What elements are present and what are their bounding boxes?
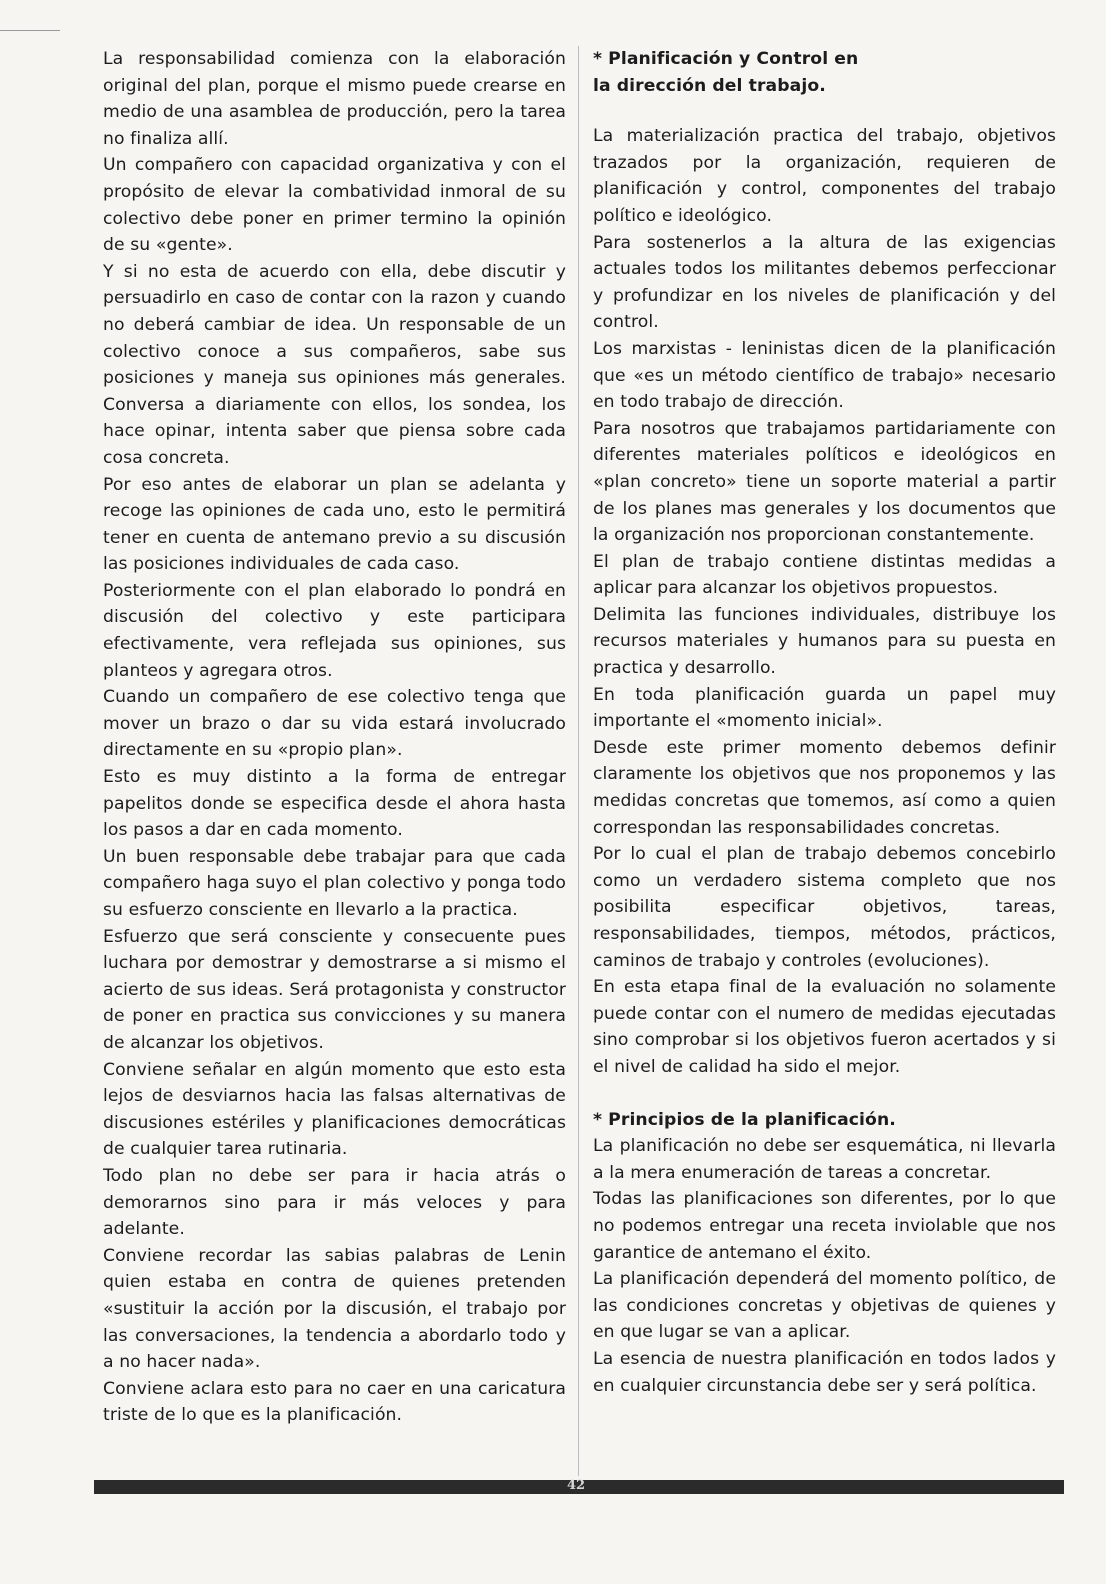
paragraph: Esto es muy distinto a la forma de entregar papelitos donde se especifica desde el ahora hasta los pasos a dar en cada momento.: [103, 767, 566, 841]
scan-corner-mark: [0, 30, 60, 31]
paragraph: Por lo cual el plan de trabajo debemos concebirlo como un verdadero sistema completo que nos posibilita especificar objetivos, tareas, responsabilidades, tiempos, métodos, prácticos, caminos de trabajo y controles (evoluciones).: [593, 844, 1056, 971]
paragraph: Conviene aclara esto para no caer en una caricatura triste de lo que es la planificación.: [103, 1378, 566, 1426]
paragraph: La responsabilidad comienza con la elaboración original del plan, porque el mismo puede crearse en medio de una asamblea de producción, pero la tarea no finaliza allí.: [103, 49, 566, 149]
paragraph: En esta etapa final de la evaluación no solamente puede contar con el numero de medidas ejecutadas sino comprobar si los objetivos fueron acertados y si el nivel de calidad ha sido el mejor.: [593, 977, 1056, 1077]
paragraph: Desde este primer momento debemos definir claramente los objetivos que nos proponemos y las medidas concretas que tomemos, así como a quien correspondan las responsabilidades concretas.: [593, 737, 1056, 838]
paragraph: Conviene señalar en algún momento que esto esta lejos de desviarnos hacia las falsas alternativas de discusiones estériles y planificaciones democráticas de cualquier tarea rutinaria.: [103, 1059, 566, 1160]
paragraph: Todo plan no debe ser para ir hacia atrás o demorarnos sino para ir más veloces y para adelante.: [103, 1165, 566, 1240]
paragraph: Para sostenerlos a la altura de las exigencias actuales todos los militantes debemos perfeccionar y profundizar en los niveles de planificación y del control.: [593, 232, 1056, 333]
paragraph: Y si no esta de acuerdo con ella, debe discutir y persuadirlo en caso de contar con la razon y cuando no deberá cambiar de idea. Un responsable de un colectivo conoce a sus compañeros, sabe sus posiciones y maneja sus opiniones más generales. Conversa a diariamente con ellos, los sondea, los hace opinar, intenta saber que piensa sobre cada cosa concreta.: [103, 261, 566, 468]
heading-line: la dirección del trabajo.: [593, 75, 826, 96]
paragraph: Por eso antes de elaborar un plan se adelanta y recoge las opiniones de cada uno, esto le permitirá tener en cuenta de antemano previo a su discusión las posiciones individuales de cada caso.: [103, 474, 566, 575]
paragraph: Para nosotros que trabajamos partidariamente con diferentes materiales políticos e ideológicos en «plan concreto» tiene un soporte material a partir de los planes mas generales y los documentos que la organización nos proporcionan constantemente.: [593, 418, 1056, 546]
paragraph: La planificación no debe ser esquemática, ni llevarla a la mera enumeración de tareas a concretar.: [593, 1136, 1056, 1183]
paragraph: En toda planificación guarda un papel muy importante el «momento inicial».: [593, 684, 1056, 732]
paragraph: Posteriormente con el plan elaborado lo pondrá en discusión del colectivo y este participara efectivamente, vera reflejada sus opiniones, sus planteos y agregara otros.: [103, 580, 566, 681]
paragraph: La esencia de nuestra planificación en todos lados y en cualquier circunstancia debe ser y será política.: [593, 1348, 1056, 1396]
paragraph: La planificación dependerá del momento político, de las condiciones concretas y objetivas de quienes y en que lugar se van a aplicar.: [593, 1269, 1056, 1343]
paragraph: Los marxistas - leninistas dicen de la planificación que «es un método científico de trabajo» necesario en todo trabajo de dirección.: [593, 338, 1056, 413]
page-number: 42: [566, 1478, 586, 1493]
spacer: [593, 99, 1056, 123]
column-divider: [578, 46, 579, 1476]
paragraph: Todas las planificaciones son diferentes, por lo que no podemos entregar una receta inviolable que nos garantice de antemano el éxito.: [593, 1189, 1056, 1263]
left-column: [103, 46, 566, 1429]
paragraph: La materialización practica del trabajo, objetivos trazados por la organización, requieren de planificación y control, componentes del trabajo político e ideológico.: [593, 126, 1056, 226]
section-heading-principios: * Principios de la planificación.: [593, 1109, 896, 1130]
right-column: [593, 46, 1056, 1399]
paragraph: Cuando un compañero de ese colectivo tenga que mover un brazo o dar su vida estará involucrado directamente en su «propio plan».: [103, 687, 566, 761]
section-heading-planificacion-control: [593, 46, 1056, 99]
paragraph: Un buen responsable debe trabajar para que cada compañero haga suyo el plan colectivo y ponga todo su esfuerzo consciente en llevarlo a la practica.: [103, 846, 566, 920]
paragraph: Conviene recordar las sabias palabras de Lenin quien estaba en contra de quienes pretenden «sustituir la acción por la discusión, el trabajo por las conversaciones, la tendencia a abordarlo todo y a no hacer nada».: [103, 1245, 566, 1373]
paragraph: El plan de trabajo contiene distintas medidas a aplicar para alcanzar los objetivos propuestos.: [593, 551, 1056, 599]
paragraph: Delimita las funciones individuales, distribuye los recursos materiales y humanos para su puesta en practica y desarrollo.: [593, 604, 1056, 679]
paragraph: Esfuerzo que será consciente y consecuente pues luchara por demostrar y demostrarse a si mismo el acierto de sus ideas. Será protagonista y constructor de poner en practica sus convicciones y su manera de alcanzar los objetivos.: [103, 926, 566, 1053]
paragraph: Un compañero con capacidad organizativa y con el propósito de elevar la combatividad inmoral de su colectivo debe poner en primer termino la opinión de su «gente».: [103, 155, 566, 256]
spacer: [593, 1081, 1056, 1107]
heading-line: * Planificación y Control en: [593, 49, 859, 69]
